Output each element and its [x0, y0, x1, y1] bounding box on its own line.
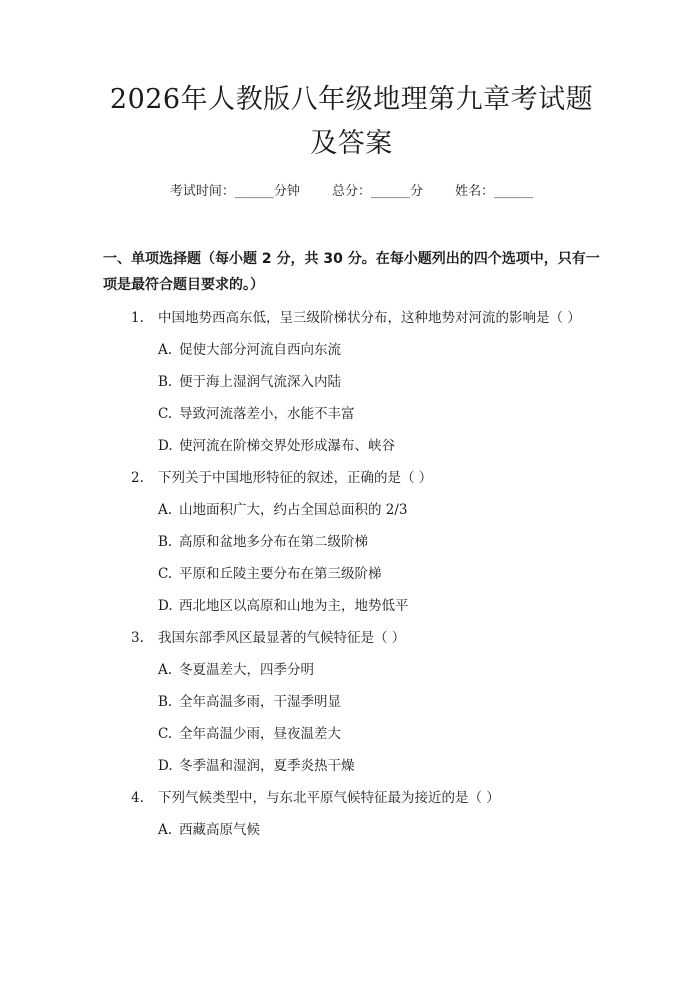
option-text: 全年高温少雨，昼夜温差大 [179, 726, 341, 742]
question-1 [103, 306, 600, 458]
exam-time-unit: 分钟 [273, 184, 300, 199]
question-list [103, 306, 600, 842]
question-number: 3. [131, 630, 144, 646]
question-4 [103, 786, 600, 842]
option-text: 山地面积广大，约占全国总面积的 2/3 [179, 502, 408, 518]
option-text: 使河流在阶梯交界处形成瀑布、峡谷 [179, 438, 395, 454]
option-d [103, 754, 600, 778]
option-c [103, 562, 600, 586]
question-2 [103, 466, 600, 618]
question-stem [103, 786, 600, 810]
question-text: 下列关于中国地形特征的叙述，正确的是（ ） [158, 470, 433, 486]
exam-page [0, 78, 700, 983]
student-name-field [455, 182, 533, 202]
option-letter: B. [158, 534, 173, 550]
option-text: 促使大部分河流自西向东流 [179, 342, 341, 358]
option-b [103, 530, 600, 554]
option-letter: D. [158, 598, 173, 614]
exam-time-field [170, 182, 300, 202]
option-letter: D. [158, 438, 173, 454]
option-text: 导致河流落差小，水能不丰富 [179, 406, 355, 422]
option-d [103, 594, 600, 618]
exam-info-line [103, 182, 600, 202]
option-letter: B. [158, 694, 173, 710]
option-text: 高原和盆地多分布在第二级阶梯 [179, 534, 368, 550]
option-d [103, 434, 600, 458]
exam-time-label: 考试时间： [169, 184, 235, 199]
question-number: 4. [131, 790, 144, 806]
question-text: 下列气候类型中，与东北平原气候特征最为接近的是（ ） [158, 790, 500, 806]
student-name-blank: ______ [494, 184, 534, 199]
exam-time-blank: ______ [234, 184, 274, 199]
option-a [103, 338, 600, 362]
option-a [103, 818, 600, 842]
option-text: 西北地区以高原和山地为主，地势低平 [179, 598, 409, 614]
option-letter: A. [158, 662, 173, 678]
option-text: 全年高温多雨，干湿季明显 [179, 694, 341, 710]
option-text: 冬季温和湿润，夏季炎热干燥 [179, 758, 355, 774]
question-text: 中国地势西高东低，呈三级阶梯状分布，这种地势对河流的影响是（ ） [158, 310, 581, 326]
option-letter: C. [158, 726, 173, 742]
exam-title: 2026年人教版八年级地理第九章考试题及答案 [109, 84, 594, 159]
option-text: 西藏高原气候 [179, 822, 260, 838]
option-letter: A. [158, 822, 173, 838]
section-heading: 一、单项选择题（每小题 2 分，共 30 分。在每小题列出的四个选项中，只有一项是最符合题目要求的。） [103, 251, 600, 293]
option-letter: D. [158, 758, 173, 774]
option-text: 冬夏温差大，四季分明 [179, 662, 314, 678]
total-score-label: 总分： [331, 184, 371, 199]
option-text: 便于海上湿润气流深入内陆 [179, 374, 341, 390]
student-name-label: 姓名： [455, 184, 495, 199]
total-score-blank: ______ [371, 184, 410, 199]
option-b [103, 690, 600, 714]
option-letter: C. [158, 566, 173, 582]
option-letter: B. [158, 374, 173, 390]
option-c [103, 722, 600, 746]
question-text: 我国东部季风区最显著的气候特征是（ ） [158, 630, 406, 646]
option-letter: A. [158, 342, 173, 358]
question-stem [103, 626, 600, 650]
option-letter: A. [158, 502, 173, 518]
option-b [103, 370, 600, 394]
option-text: 平原和丘陵主要分布在第三级阶梯 [179, 566, 382, 582]
question-number: 2. [131, 470, 144, 486]
option-a [103, 658, 600, 682]
question-3 [103, 626, 600, 778]
option-c [103, 402, 600, 426]
question-stem [103, 306, 600, 330]
option-a [103, 498, 600, 522]
total-score-field [332, 182, 423, 202]
question-number: 1. [131, 310, 144, 326]
question-stem [103, 466, 600, 490]
total-score-unit: 分 [410, 184, 424, 199]
option-letter: C. [158, 406, 173, 422]
